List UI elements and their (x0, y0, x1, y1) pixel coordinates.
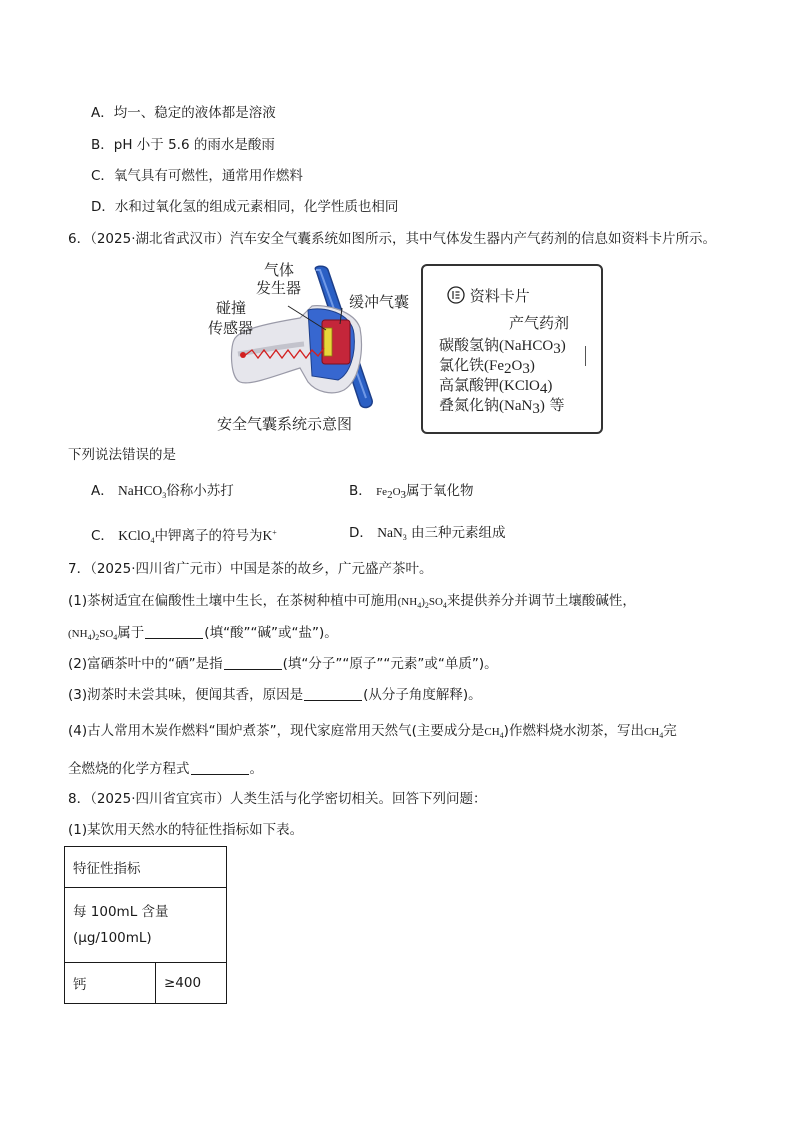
q7-stem: 7．（2025·四川省广元市）中国是茶的故乡，广元盛产茶叶。 (68, 561, 433, 577)
table-row (65, 963, 227, 1004)
table-row (65, 888, 227, 963)
answer-blank[interactable] (304, 686, 362, 701)
card-divider (585, 346, 586, 366)
table-cell: 钙 (65, 963, 156, 1004)
table-header-cell: 特征性指标 (65, 847, 227, 888)
q6-option-a: A． NaHCO$_3$俗称小苏打 (91, 483, 234, 500)
q5-option-a: A．均一、稳定的液体都是溶液 (91, 105, 276, 121)
label-sensor-1: 碰撞 (216, 299, 247, 317)
answer-blank[interactable] (191, 760, 249, 775)
q6-option-b: B． $Fe_2O_3$属于氧化物 (349, 483, 474, 501)
q7-part-2: (2)富硒茶叶中的“硒”是指 (填“分子”“原子”“元素”或“单质”)。 (68, 656, 498, 672)
airbag-diagram (204, 258, 424, 440)
q8-stem: 8．（2025·四川省宜宾市）人类生活与化学密切相关。回答下列问题： (68, 791, 487, 807)
q6-prompt: 下列说法错误的是 (68, 447, 176, 463)
resource-card (421, 264, 603, 434)
q7-part-1b: $(NH_4)_2SO_4$属于 (填“酸”“碱”或“盐”)。 (68, 625, 338, 642)
q5-option-c: C．氧气具有可燃性，通常用作燃料 (91, 168, 303, 184)
q7-part-1: (1)茶树适宜在偏酸性土壤中生长，在茶树种植中可施用$(NH_4)_2SO_4$来提供养分并调节土壤酸碱性， (68, 593, 636, 610)
q8-part-1: (1)某饮用天然水的特征性指标如下表。 (68, 822, 304, 838)
table-row (65, 847, 227, 888)
q7-part-4: (4)古人常用木炭作燃料“围炉煮茶”，现代家庭常用天然气(主要成分是$CH_4$)作燃料烧水沏茶，写出$CH_4$完 (68, 723, 677, 740)
label-gas-generator-1: 气体 (264, 261, 295, 279)
card-item-3: 高氯酸钾(KClO$_4$) (439, 376, 553, 397)
airbag-illustration (204, 258, 424, 418)
answer-blank[interactable] (224, 655, 282, 670)
card-item-1: 碳酸氢钠(NaHCO$_3$) (439, 336, 566, 357)
q7-part-3: (3)沏茶时未尝其味，便闻其香，原因是 (从分子角度解释)。 (68, 687, 482, 703)
answer-blank[interactable] (145, 624, 203, 639)
q5-option-d: D．水和过氧化氢的组成元素相同，化学性质也相同 (91, 199, 399, 215)
q6-stem (68, 230, 716, 248)
card-subtitle: 产气药剂 (509, 314, 570, 332)
card-title: 资料卡片 (469, 287, 530, 305)
spec-table (64, 846, 227, 1004)
card-item-4: 叠氮化钠(NaN$_3$) 等 (439, 396, 565, 417)
q6-source: （2025·湖北省武汉市） (90, 231, 230, 247)
q6-option-d: D． NaN$_3$ 由三种元素组成 (349, 525, 506, 542)
q5-option-b: B．pH 小于 5.6 的雨水是酸雨 (91, 137, 275, 153)
label-gas-generator-2: 发生器 (256, 279, 302, 297)
figure-caption: 安全气囊系统示意图 (217, 415, 353, 433)
label-sensor-2: 传感器 (208, 319, 254, 337)
table-unit-cell: 每 100mL 含量 (μg/100mL) (65, 888, 227, 963)
table-cell: ≥400 (156, 963, 227, 1004)
card-item-2: 氯化铁$(Fe_2O_3)$ (439, 356, 535, 377)
q6-number: 6． (68, 231, 91, 247)
q7-part-4b: 全燃烧的化学方程式 。 (68, 761, 263, 777)
q6-stem-text: 汽车安全气囊系统如图所示，其中气体发生器内产气药剂的信息如资料卡片所示。 (230, 231, 716, 247)
card-title-row (447, 286, 530, 305)
card-icon (447, 286, 465, 304)
label-cushion: 缓冲气囊 (349, 293, 410, 311)
q6-option-c: C． KClO$_4$中钾离子的符号为K+ (91, 528, 277, 545)
